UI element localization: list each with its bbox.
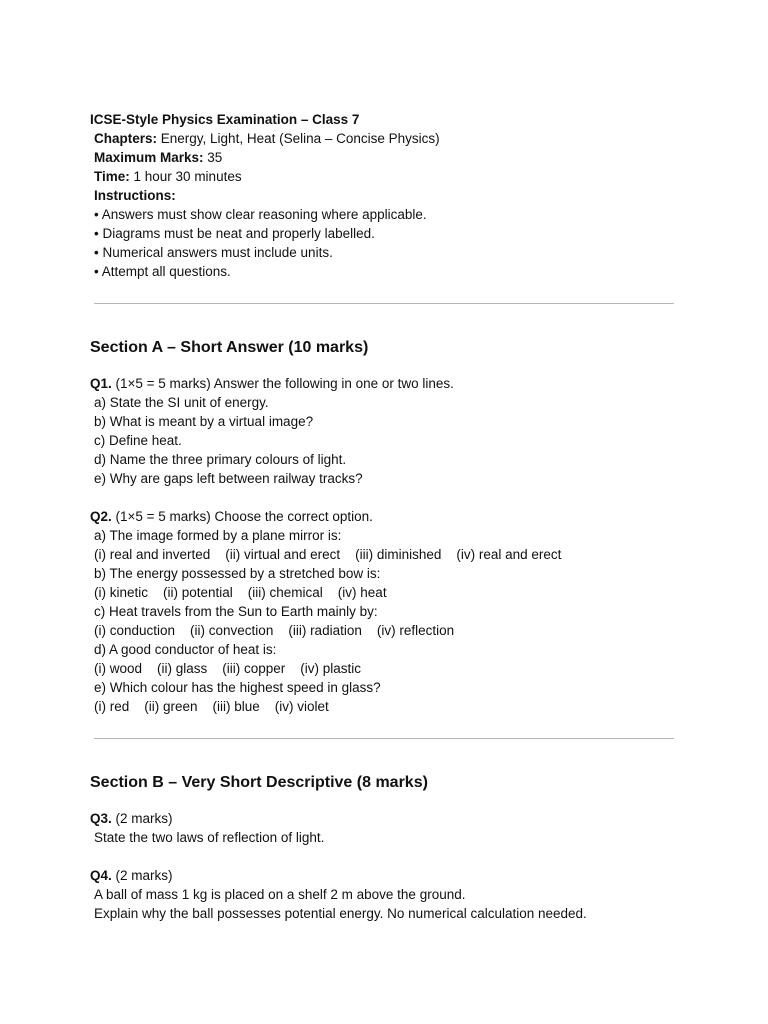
q2-prompt-text: (1×5 = 5 marks) Choose the correct option. [111, 509, 373, 524]
q2-question: e) Which colour has the highest speed in glass? [94, 680, 381, 695]
q2-options: (i) wood (ii) glass (iii) copper (iv) plastic [94, 661, 362, 676]
q1-prompt-text: (1×5 = 5 marks) Answer the following in one or two lines. [111, 376, 454, 391]
max-marks-value: 35 [203, 150, 223, 165]
q2-number: Q2. [90, 509, 112, 524]
q1-item: d) Name the three primary colours of light. [94, 452, 347, 467]
q3-number: Q3. [90, 811, 112, 826]
q4-number: Q4. [90, 868, 112, 883]
section-a-heading: Section A – Short Answer (10 marks) [90, 339, 369, 356]
chapters-label: Chapters: [94, 131, 158, 146]
q2-options: (i) kinetic (ii) potential (iii) chemical (iv) heat [94, 585, 387, 600]
time-line [90, 167, 690, 186]
q2-question: d) A good conductor of heat is: [94, 642, 277, 657]
divider-wrap [90, 716, 690, 771]
max-marks-label: Maximum Marks: [94, 150, 204, 165]
q1-item: c) Define heat. [94, 433, 182, 448]
instruction-item: • Answers must show clear reasoning where applicable. [94, 207, 427, 222]
q3-prompt [90, 809, 690, 828]
q1-item: b) What is meant by a virtual image? [94, 414, 314, 429]
q1-prompt [90, 374, 690, 393]
instruction-item: • Numerical answers must include units. [94, 245, 333, 260]
instruction-item: • Attempt all questions. [94, 264, 231, 279]
section-b-heading: Section B – Very Short Descriptive (8 marks) [90, 774, 428, 791]
q3-marks: (2 marks) [111, 811, 173, 826]
divider [94, 303, 674, 304]
time-value: 1 hour 30 minutes [129, 169, 242, 184]
q1-item: e) Why are gaps left between railway tracks? [94, 471, 363, 486]
instruction-item: • Diagrams must be neat and properly labelled. [94, 226, 375, 241]
chapters-value: Energy, Light, Heat (Selina – Concise Physics) [157, 131, 440, 146]
q2-prompt [90, 507, 690, 526]
q2-question: b) The energy possessed by a stretched bow is: [94, 566, 381, 581]
divider [94, 738, 674, 739]
q4-marks: (2 marks) [111, 868, 173, 883]
q4-prompt [90, 866, 690, 885]
time-label: Time: [94, 169, 130, 184]
q2-question: a) The image formed by a plane mirror is: [94, 528, 342, 543]
q2-options: (i) conduction (ii) convection (iii) radiation (iv) reflection [94, 623, 455, 638]
q3-text: State the two laws of reflection of light. [94, 830, 325, 845]
q2-question: c) Heat travels from the Sun to Earth mainly by: [94, 604, 378, 619]
q2-options: (i) red (ii) green (iii) blue (iv) violet [94, 699, 329, 714]
q4-line: Explain why the ball possesses potential energy. No numerical calculation needed. [94, 906, 587, 921]
divider-wrap [90, 281, 690, 336]
q1-number: Q1. [90, 376, 112, 391]
max-marks-line [90, 148, 690, 167]
paper-title: ICSE-Style Physics Examination – Class 7 [90, 112, 360, 127]
exam-paper [90, 110, 690, 923]
chapters-line [90, 129, 690, 148]
q4-line: A ball of mass 1 kg is placed on a shelf 2 m above the ground. [94, 887, 466, 902]
spacer [90, 847, 690, 866]
instructions-label: Instructions: [94, 188, 176, 203]
q1-item: a) State the SI unit of energy. [94, 395, 269, 410]
q2-options: (i) real and inverted (ii) virtual and erect (iii) diminished (iv) real and erect [94, 547, 562, 562]
spacer [90, 488, 690, 507]
